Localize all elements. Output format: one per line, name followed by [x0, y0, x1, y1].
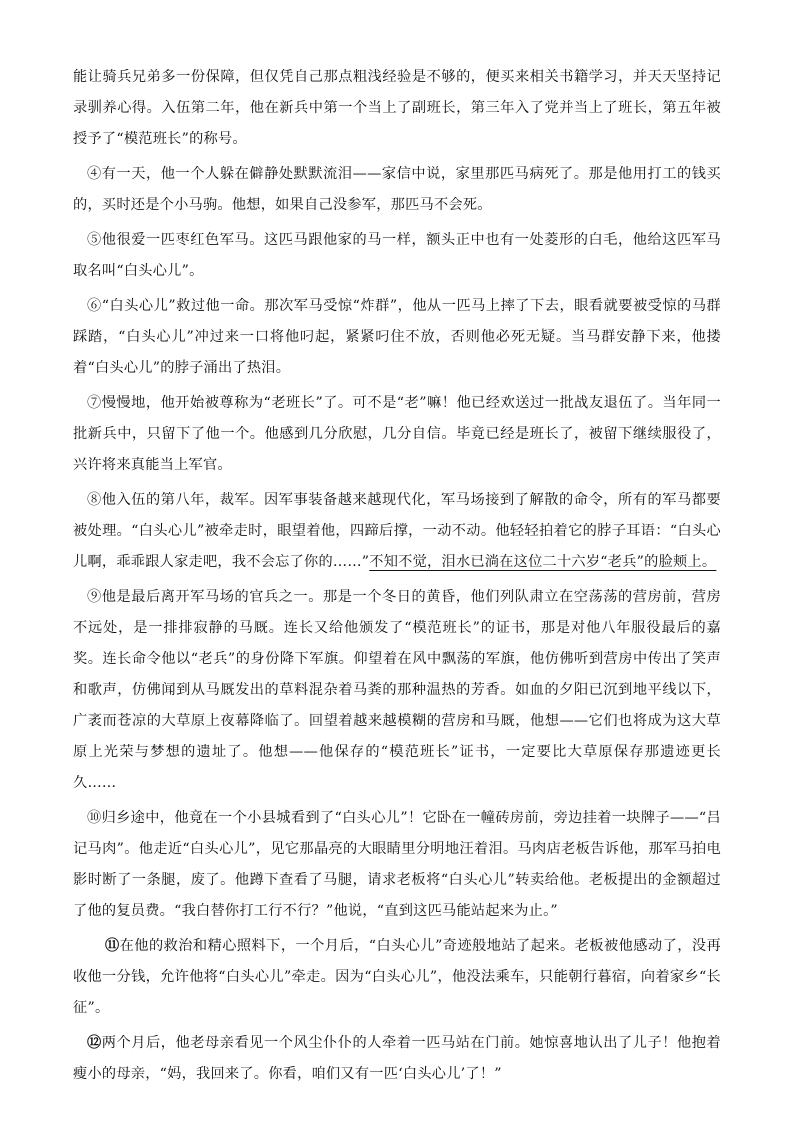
paragraph-number: ⑩: [87, 810, 102, 826]
paragraph-number: ⑨: [87, 589, 102, 605]
paragraph-6: [73, 291, 721, 384]
paragraph-10: [73, 803, 721, 927]
paragraph-11: [73, 931, 721, 1024]
paragraph-text: 他很爱一匹枣红色军马。这匹马跟他家的马一样，额头正中也有一处菱形的白毛，他给这匹军马取名叫“白头心儿”。: [73, 232, 721, 279]
paragraph-number: ⑫: [87, 1035, 102, 1051]
paragraph-text: 他入伍的第八年，裁军。因军事装备越来越现代化，军马场接到了解散的命令，所有的军马都要被处理。“白头心儿”被牵走时，眼望着他，四蹄后撑，一动不动。他轻轻拍着它的脖子耳语：“白头心儿啊，乖乖跟人家走吧，我不会忘了你的……”: [73, 492, 721, 570]
paragraph-7: [73, 388, 721, 481]
paragraph-text: 归乡途中，他竟在一个小县城看到了“白头心儿”！它卧在一幢砖房前，旁边挂着一块牌子——“吕记马肉”。他走近“白头心儿”，见它那晶亮的大眼睛里分明地汪着泪。马肉店老板告诉他，那军马拍电影时断了一条腿，废了。他蹲下查看了马腿，请求老板将“白头心儿”转卖给他。老板提出的金额超过了他的复员费。“我白替你打工行不行？”他说，“直到这匹马能站起来为止。”: [73, 810, 721, 919]
article-body: [73, 62, 721, 1090]
paragraph-5: [73, 225, 721, 287]
paragraph-number: ④: [87, 166, 102, 182]
paragraph-9: [73, 582, 721, 799]
paragraph-number: ⑦: [87, 395, 102, 411]
paragraph-number: ⑤: [87, 232, 102, 248]
paragraph-4: [73, 159, 721, 221]
paragraph-12: [73, 1028, 721, 1090]
paragraph-number: ⑥: [87, 298, 102, 314]
paragraph-text: 能让骑兵兄弟多一份保障，但仅凭自己那点粗浅经验是不够的，便买来相关书籍学习，并天天坚持记录驯养心得。入伍第二年，他在新兵中第一个当上了副班长，第三年入了党并当上了班长，第五年被授予了“模范班长”的称号。: [73, 69, 721, 147]
underlined-sentence: 不知不觉，泪水已淌在这位二十六岁“老兵”的脸颊上。: [369, 554, 717, 570]
paragraph-text: 在他的救治和精心照料下，一个月后，“白头心儿”奇迹般地站了起来。老板被他感动了，没再收他一分钱，允许他将“白头心儿”牵走。因为“白头心儿”，他没法乘车，只能朝行暮宿，向着家乡“长征”。: [73, 938, 721, 1016]
paragraph-text: “白头心儿”救过他一命。那次军马受惊“炸群”，他从一匹马上摔了下去，眼看就要被受惊的马群踩踏，“白头心儿”冲过来一口将他叼起，紧紧叼住不放，否则他必死无疑。当马群安静下来，他搂着“白头心儿”的脖子涌出了热泪。: [73, 298, 721, 376]
paragraph-continuation: [73, 62, 721, 155]
paragraph-number: ⑧: [87, 492, 102, 508]
paragraph-text: 慢慢地，他开始被尊称为“老班长”了。可不是“老”嘛！他已经欢送过一批战友退伍了。当年同一批新兵中，只留下了他一个。他感到几分欣慰，几分自信。毕竟已经是班长了，被留下继续服役了，兴许将来真能当上军官。: [73, 395, 721, 473]
paragraph-8: [73, 485, 721, 578]
paragraph-text: 有一天，他一个人躲在僻静处默默流泪——家信中说，家里那匹马病死了。那是他用打工的钱买的，买时还是个小马驹。他想，如果自己没参军，那匹马不会死。: [73, 166, 721, 213]
paragraph-number: ⑪: [105, 938, 120, 954]
paragraph-text: 两个月后，他老母亲看见一个风尘仆仆的人牵着一匹马站在门前。她惊喜地认出了儿子！他抱着瘦小的母亲，“妈，我回来了。你看，咱们又有一匹‘白头心儿’了！”: [73, 1035, 721, 1082]
paragraph-text: 他是最后离开军马场的官兵之一。那是一个冬日的黄昏，他们列队肃立在空荡荡的营房前，营房不远处，是一排排寂静的马厩。连长又给他颁发了“模范班长”的证书，那是对他八年服役最后的嘉奖。连长命令他以“老兵”的身份降下军旗。仰望着在风中飘荡的军旗，他仿佛听到营房中传出了笑声和歌声，仿佛闻到从马厩发出的草料混杂着马粪的那种温热的芳香。如血的夕阳已沉到地平线以下，广袤而苍凉的大草原上夜幕降临了。回望着越来越模糊的营房和马厩，他想——它们也将成为这大草原上光荣与梦想的遗址了。他想——他保存的“模范班长”证书，一定要比大草原保存那遗迹更长久……: [73, 589, 721, 791]
